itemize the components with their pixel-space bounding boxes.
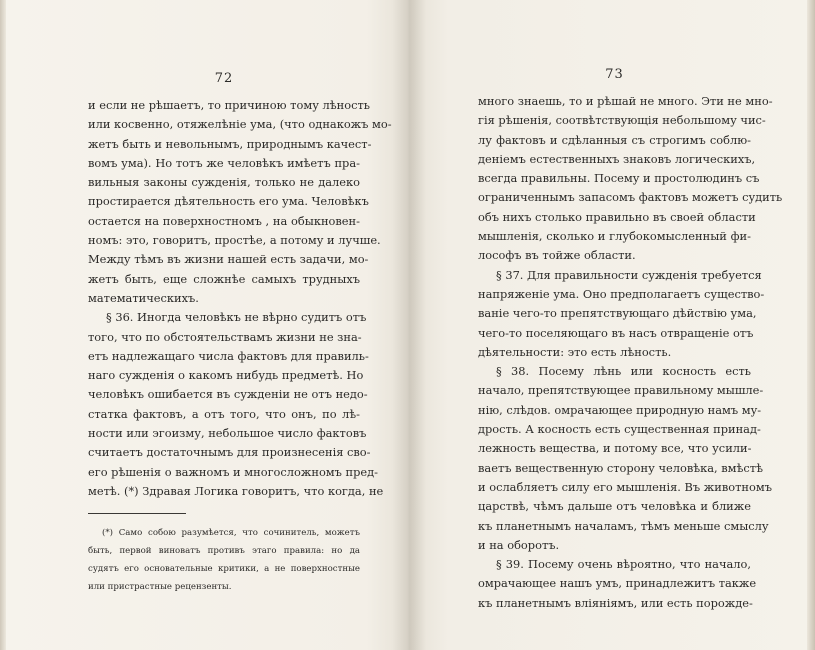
page-number: 72 bbox=[214, 71, 234, 86]
text-line: наго сужденія о какомъ нибудь предметѣ. Но bbox=[88, 368, 364, 383]
text-line: и ослабляетъ силу его мышленія. Въ животномъ bbox=[478, 479, 772, 494]
text-line: человѣкъ ошибается въ сужденіи не отъ недо- bbox=[88, 387, 368, 402]
text-line: остается на поверхностномъ , на обыкновен- bbox=[88, 213, 360, 228]
page-number: 73 bbox=[605, 67, 624, 82]
footnote-line: быть, первой виноватъ противъ этаго правила: но да bbox=[88, 546, 360, 557]
section-heading-line: § 37. Для правильности сужденія требуется bbox=[496, 267, 762, 282]
text-line: ваетъ вещественную сторону человѣка, вмѣстѣ bbox=[478, 460, 763, 475]
text-line: ности или эгоизму, небольшое число фактовъ bbox=[88, 426, 367, 441]
text-line: чего-то поселяющаго въ насъ отвращеніе отъ bbox=[478, 325, 754, 340]
text-line: нію, слѣдов. омрачающее природную намъ му- bbox=[478, 402, 762, 417]
text-line: или косвенно, отяжелѣніе ума, (что однакожъ мо- bbox=[88, 117, 392, 132]
text-line: Между тѣмъ въ жизни нашей есть задачи, мо- bbox=[88, 252, 369, 267]
text-line: напряженіе ума. Оно предполагаетъ существо- bbox=[478, 286, 765, 301]
text-line: ваніе чего-то препятствующаго дѣйствію ума, bbox=[478, 306, 757, 321]
text-line: вильныя законы сужденія, только не далеко bbox=[88, 175, 360, 190]
text-line: етъ надлежащаго числа фактовъ для правиль- bbox=[88, 348, 369, 363]
footnote-line: или пристрастные рецензенты. bbox=[88, 582, 232, 593]
text-line: царствѣ, чѣмъ дальше отъ человѣка и ближе bbox=[478, 499, 751, 514]
text-line: жетъ быть и невольнымъ, природнымъ качест- bbox=[88, 136, 372, 151]
text-line: лежность вещества, и потому все, что усили- bbox=[478, 441, 752, 456]
text-line: дѣятельности: это есть лѣность. bbox=[478, 344, 672, 359]
text-line: статка фактовъ, а отъ того, что онъ, по лѣ- bbox=[88, 406, 360, 421]
text-line: дрость. А косность есть существенная принад- bbox=[478, 422, 761, 437]
text-line: вомъ ума). Но тотъ же человѣкъ имѣетъ пра- bbox=[88, 155, 360, 170]
text-line: лософъ въ тойже области. bbox=[478, 248, 636, 263]
text-line: жетъ быть, еще сложнѣе самыхъ трудныхъ bbox=[88, 271, 360, 286]
text-line: номъ: это, говоритъ, простѣе, а потому и лучше. bbox=[88, 233, 381, 248]
footnote-line: судятъ его основательные критики, а не поверхностные bbox=[88, 564, 360, 575]
body-text bbox=[478, 92, 783, 613]
text-line: къ планетнымъ началамъ, тѣмъ меньше смыслу bbox=[478, 518, 769, 533]
text-line: и если не рѣшаетъ, то причиною тому лѣность bbox=[88, 98, 370, 112]
right-page-edge bbox=[807, 0, 815, 650]
text-line: простирается дѣятельность его ума. Человѣкъ bbox=[88, 194, 369, 209]
text-line: считаетъ достаточнымъ для произнесенія сво- bbox=[88, 445, 371, 460]
text-line: къ планетнымъ вліяніямъ, или есть порожде- bbox=[478, 595, 753, 610]
text-line: и на оборотъ. bbox=[478, 537, 560, 552]
text-line: всегда правильны. Посему и простолюдинъ съ bbox=[478, 171, 760, 186]
text-line: много знаешь, то и рѣшай не много. Эти не мно- bbox=[478, 94, 773, 108]
text-line: гія рѣшенія, соотвѣтствующія небольшому чис- bbox=[478, 113, 766, 128]
left-page bbox=[88, 60, 392, 596]
text-line: деніемъ естественныхъ знаковъ логическихъ, bbox=[478, 151, 756, 166]
text-line: объ нихъ столько правильно въ своей области bbox=[478, 209, 756, 224]
section-heading-line: § 36. Иногда человѣкъ не вѣрно судитъ отъ bbox=[106, 310, 367, 325]
right-page bbox=[478, 60, 783, 613]
section-heading-line: § 38. Посему лѣнь или косность есть bbox=[496, 364, 751, 379]
text-line: начало, препятствующее правильному мышле- bbox=[478, 383, 764, 398]
text-line: лу фактовъ и сдѣланныя съ строгимъ соблю- bbox=[478, 132, 751, 147]
text-line: ограниченнымъ запасомъ фактовъ можетъ судить bbox=[478, 190, 783, 205]
section-heading-line: § 39. Посему очень вѣроятно, что начало, bbox=[496, 557, 751, 572]
footnote bbox=[88, 524, 360, 596]
footnote-rule bbox=[88, 513, 186, 514]
text-line: его рѣшенія о важномъ и многосложномъ пред- bbox=[88, 464, 379, 479]
body-text bbox=[88, 96, 392, 501]
left-page-edge bbox=[0, 0, 6, 650]
text-line: мышленія, сколько и глубокомысленный фи- bbox=[478, 229, 751, 244]
text-line: омрачающее нашъ умъ, принадлежитъ также bbox=[478, 576, 757, 591]
text-line: того, что по обстоятельствамъ жизни не зна- bbox=[88, 329, 362, 344]
text-line: метѣ. (*) Здравая Логика говоритъ, что когда, не bbox=[88, 483, 384, 498]
text-line: математическихъ. bbox=[88, 290, 199, 305]
footnote-line: (*) Само собою разумѣется, что сочинитель, можетъ bbox=[102, 528, 360, 539]
book-gutter bbox=[392, 0, 426, 650]
